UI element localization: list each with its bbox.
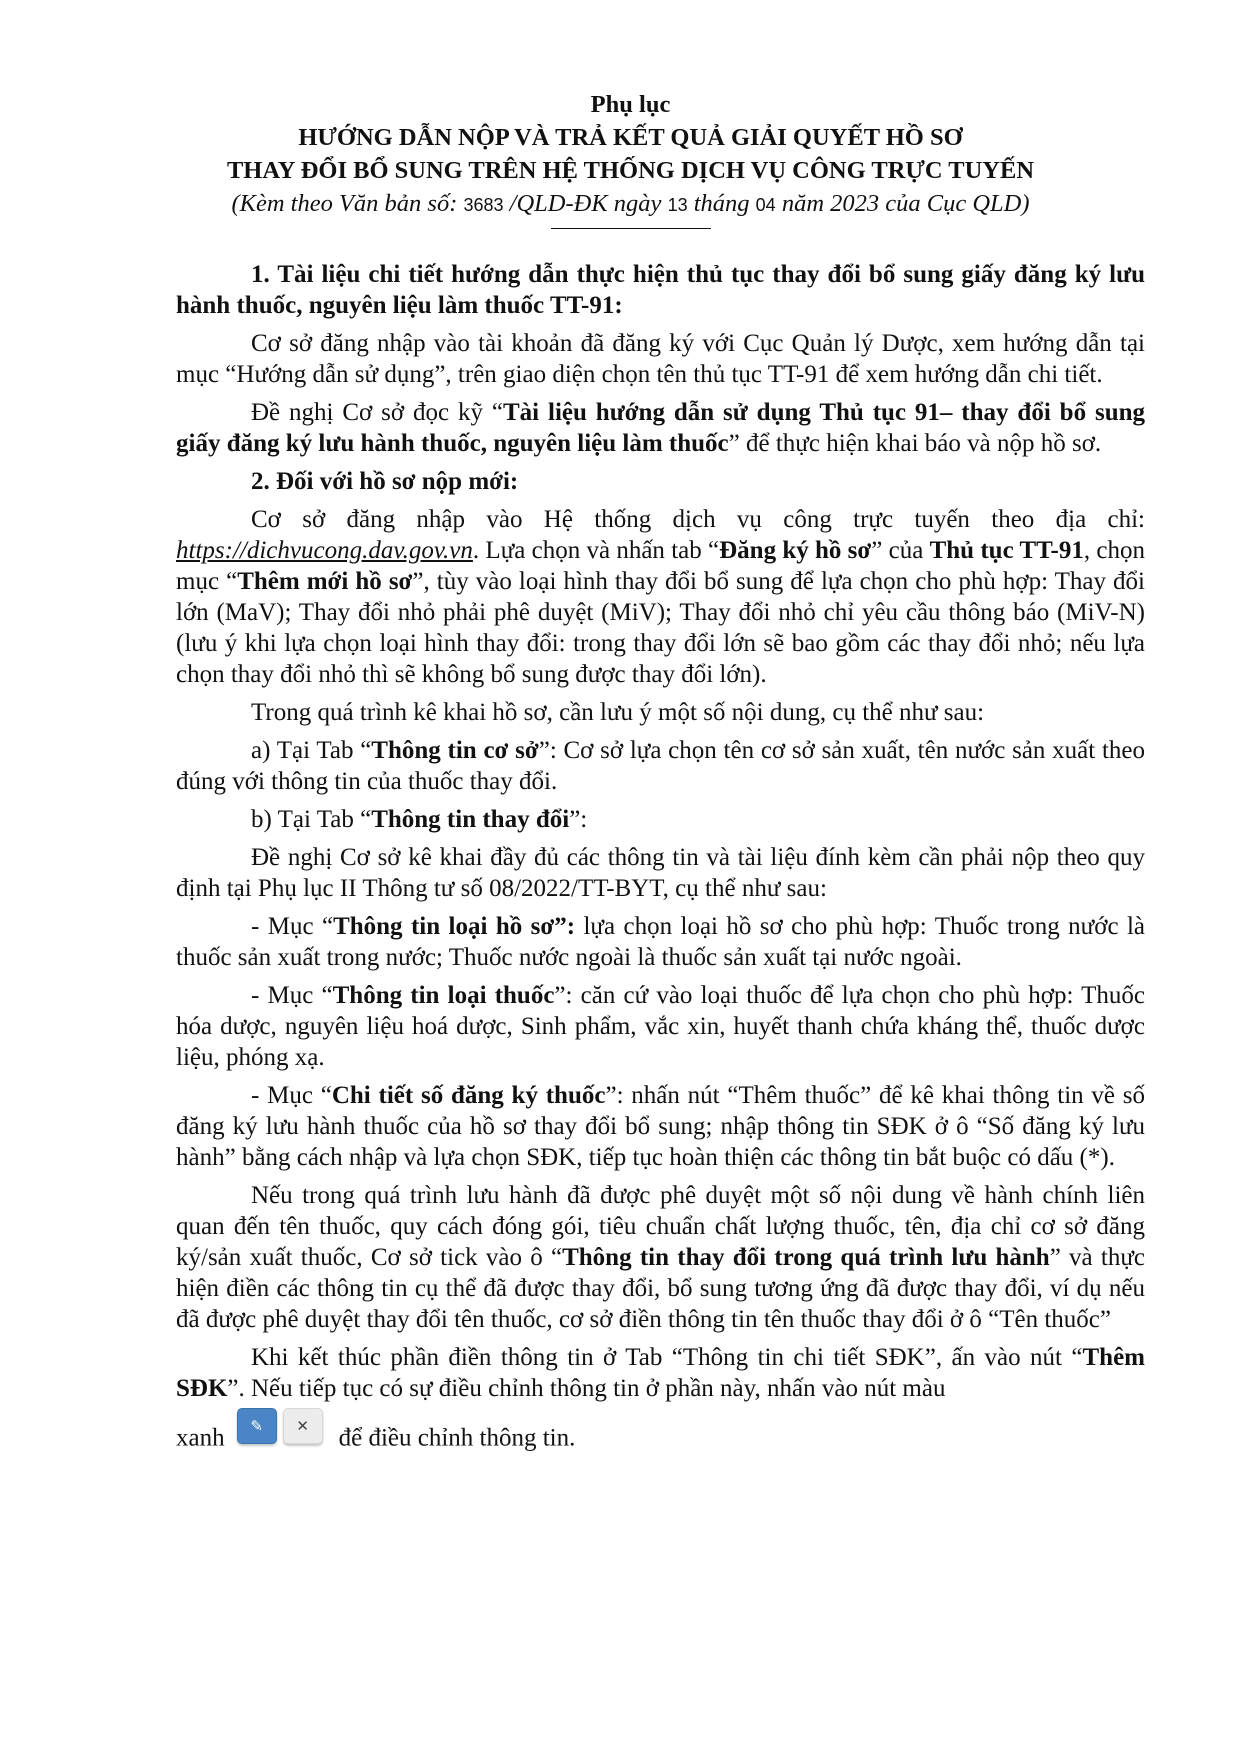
document-day: 13 bbox=[667, 195, 688, 215]
section-2-paragraph-5: Đề nghị Cơ sở kê khai đầy đủ các thông tin và tài liệu đính kèm cần phải nộp theo quy định tại Phụ lục II Thông tư số 08/2022/TT-BYT, cụ thể như sau: bbox=[176, 844, 1145, 902]
close-icon: ✕ bbox=[283, 1408, 323, 1444]
action-buttons-illustration bbox=[231, 1404, 329, 1448]
section-2-paragraph-9: Nếu trong quá trình lưu hành đã được phê duyệt một số nội dung về hành chính liên quan đến tên thuốc, quy cách đóng gói, tiêu chuẩn chất lượng thuốc, tên, địa chỉ cơ sở đăng ký/sản xuất thuốc, Cơ sở tick vào ô “Thông tin thay đổi trong quá trình lưu hành” và thực hiện điền các thông tin cụ thể đã được thay đổi, bổ sung tương ứng đã được thay đổi, ví dụ nếu đã được phê duyệt thay đổi tên thuốc, cơ sở điền thông tin tên thuốc thay đổi ở ô “Tên thuốc” bbox=[176, 1182, 1145, 1333]
item-drug-type: - Mục “Thông tin loại thuốc”: căn cứ vào loại thuốc để lựa chọn cho phù hợp: Thuốc hóa dược, nguyên liệu hoá dược, Sinh phẩm, vắc xin, huyết thanh chứa kháng thể, thuốc dược liệu, phóng xạ. bbox=[176, 982, 1146, 1071]
portal-link[interactable]: https://dichvucong.dav.gov.vn bbox=[176, 537, 473, 564]
section-2-heading: 2. Đối với hồ sơ nộp mới: bbox=[251, 468, 519, 495]
document-number: 3683 bbox=[463, 195, 504, 215]
document-month: 04 bbox=[755, 195, 776, 215]
section-2-paragraph-1: Cơ sở đăng nhập vào Hệ thống dịch vụ công trực tuyến theo địa chỉ: https://dichvucong.dav.gov.vn. Lựa chọn và nhấn tab “Đăng ký hồ sơ” của Thủ tục TT-91, chọn mục “Thêm mới hồ sơ”, tùy vào loại hình thay đổi bổ sung để lựa chọn cho phù hợp: Thay đổi lớn (MaV); Thay đổi nhỏ phải phê duyệt (MiV); Thay đổi nhỏ chỉ yêu cầu thông báo (MiV-N) (lưu ý khi lựa chọn loại hình thay đổi: trong thay đổi lớn sẽ bao gồm các thay đổi nhỏ; nếu lựa chọn thay đổi nhỏ thì sẽ không bổ sung được thay đổi lớn). bbox=[176, 506, 1146, 688]
reference-line: (Kèm theo Văn bản số: 3683 /QLD-ĐK ngày 13 tháng 04 năm 2023 của Cục QLD) bbox=[231, 190, 1030, 217]
document-body bbox=[176, 259, 1145, 1462]
section-1-heading: 1. Tài liệu chi tiết hướng dẫn thực hiện thủ tục thay đổi bổ sung giấy đăng ký lưu hành thuốc, nguyên liệu làm thuốc TT-91: bbox=[176, 261, 1145, 319]
edit-icon: ✎ bbox=[237, 1408, 277, 1444]
item-record-type: - Mục “Thông tin loại hồ sơ”: lựa chọn loại hồ sơ cho phù hợp: Thuốc trong nước là thuốc sản xuất trong nước; Thuốc nước ngoài là thuốc sản xuất tại nước ngoài. bbox=[176, 913, 1145, 971]
section-2-paragraph-2: Trong quá trình kê khai hồ sơ, cần lưu ý một số nội dung, cụ thể như sau: bbox=[251, 699, 985, 726]
section-1-paragraph-2: Đề nghị Cơ sở đọc kỹ “Tài liệu hướng dẫn sử dụng Thủ tục 91– thay đổi bổ sung giấy đăng ký lưu hành thuốc, nguyên liệu làm thuốc” để thực hiện khai báo và nộp hồ sơ. bbox=[176, 399, 1145, 457]
section-2-item-b: b) Tại Tab “Thông tin thay đổi”: bbox=[251, 806, 588, 833]
section-2-paragraph-11: xanh ✎ ✕ để điều chỉnh thông tin. bbox=[176, 1418, 1145, 1462]
title-line-1: HƯỚNG DẪN NỘP VÀ TRẢ KẾT QUẢ GIẢI QUYẾT HỒ SƠ bbox=[298, 124, 963, 151]
title-line-2: THAY ĐỔI BỔ SUNG TRÊN HỆ THỐNG DỊCH VỤ CÔNG TRỰC TUYẾN bbox=[226, 157, 1035, 184]
item-registration-detail: - Mục “Chi tiết số đăng ký thuốc”: nhấn nút “Thêm thuốc” để kê khai thông tin về số đăng ký lưu hành thuốc của hồ sơ thay đổi bổ sung; nhập thông tin SĐK ở ô “Số đăng ký lưu hành” bằng cách nhập và lựa chọn SĐK, tiếp tục hoàn thiện các thông tin bắt buộc có dấu (*). bbox=[176, 1082, 1146, 1171]
section-1-paragraph-1: Cơ sở đăng nhập vào tài khoản đã đăng ký với Cục Quản lý Dược, xem hướng dẫn tại mục “Hướng dẫn sử dụng”, trên giao diện chọn tên thủ tục TT-91 để xem hướng dẫn chi tiết. bbox=[176, 330, 1145, 388]
document-header bbox=[116, 88, 1145, 229]
appendix-title: Phụ lục bbox=[590, 91, 671, 118]
header-divider bbox=[551, 228, 711, 229]
section-2-paragraph-10: Khi kết thúc phần điền thông tin ở Tab “Thông tin chi tiết SĐK”, ấn vào nút “Thêm SĐK”. Nếu tiếp tục có sự điều chỉnh thông tin ở phần này, nhấn vào nút màu bbox=[176, 1344, 1145, 1402]
section-2-item-a: a) Tại Tab “Thông tin cơ sở”: Cơ sở lựa chọn tên cơ sở sản xuất, tên nước sản xuất theo đúng với thông tin của thuốc thay đổi. bbox=[176, 737, 1145, 795]
